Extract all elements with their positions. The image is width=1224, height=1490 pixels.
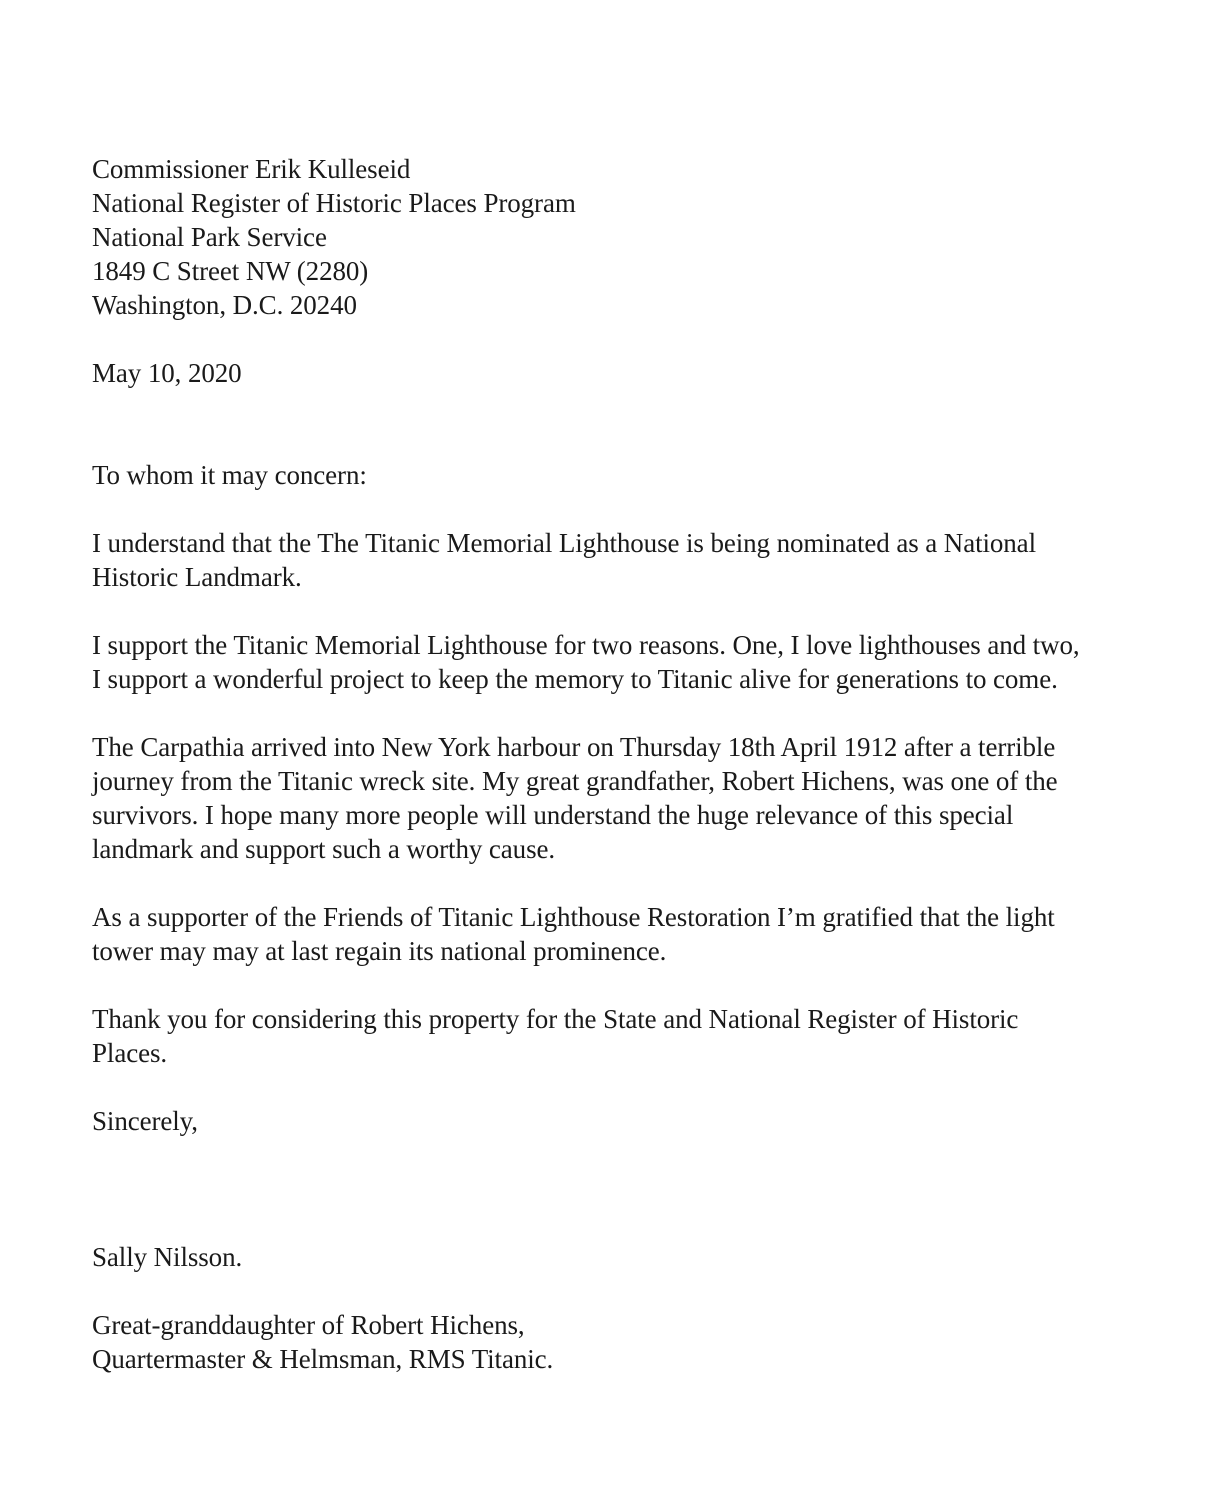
salutation-text: To whom it may concern: bbox=[92, 460, 367, 490]
recipient-street: 1849 C Street NW (2280) bbox=[92, 256, 369, 286]
paragraph-carpathia bbox=[92, 730, 1172, 866]
recipient-city: Washington, D.C. 20240 bbox=[92, 290, 357, 320]
recipient-program: National Register of Historic Places Program bbox=[92, 188, 576, 218]
signer-title bbox=[92, 1308, 1172, 1376]
letter-body bbox=[92, 152, 1172, 1376]
paragraph-line: As a supporter of the Friends of Titanic Lighthouse Restoration I’m gratified that the light bbox=[92, 902, 1055, 932]
paragraph-restoration bbox=[92, 900, 1172, 968]
recipient-address bbox=[92, 152, 1172, 322]
paragraph-line: The Carpathia arrived into New York harbour on Thursday 18th April 1912 after a terrible bbox=[92, 732, 1056, 762]
recipient-name: Commissioner Erik Kulleseid bbox=[92, 154, 411, 184]
signer-title-line: Great-granddaughter of Robert Hichens, bbox=[92, 1310, 525, 1340]
paragraph-line: tower may may at last regain its national prominence. bbox=[92, 936, 667, 966]
signer-title-line: Quartermaster & Helmsman, RMS Titanic. bbox=[92, 1344, 554, 1374]
signer-name-text: Sally Nilsson. bbox=[92, 1242, 243, 1272]
paragraph-line: landmark and support such a worthy cause. bbox=[92, 834, 556, 864]
paragraph-support-reasons bbox=[92, 628, 1172, 696]
paragraph-line: I understand that the The Titanic Memorial Lighthouse is being nominated as a National bbox=[92, 528, 1036, 558]
date-text: May 10, 2020 bbox=[92, 358, 242, 388]
paragraph-thanks bbox=[92, 1002, 1172, 1070]
closing bbox=[92, 1104, 1172, 1138]
paragraph-line: journey from the Titanic wreck site. My great grandfather, Robert Hichens, was one of the bbox=[92, 766, 1058, 796]
paragraph-line: Thank you for considering this property for the State and National Register of Historic bbox=[92, 1004, 1019, 1034]
paragraph-nomination bbox=[92, 526, 1172, 594]
salutation bbox=[92, 458, 1172, 492]
paragraph-line: I support the Titanic Memorial Lighthouse for two reasons. One, I love lighthouses and two, bbox=[92, 630, 1080, 660]
paragraph-line: Historic Landmark. bbox=[92, 562, 302, 592]
paragraph-line: survivors. I hope many more people will understand the huge relevance of this special bbox=[92, 800, 1014, 830]
recipient-agency: National Park Service bbox=[92, 222, 327, 252]
paragraph-line: I support a wonderful project to keep the memory to Titanic alive for generations to come. bbox=[92, 664, 1058, 694]
closing-text: Sincerely, bbox=[92, 1106, 198, 1136]
signer-name bbox=[92, 1240, 1172, 1274]
paragraph-line: Places. bbox=[92, 1038, 168, 1068]
letter-date bbox=[92, 356, 1172, 390]
